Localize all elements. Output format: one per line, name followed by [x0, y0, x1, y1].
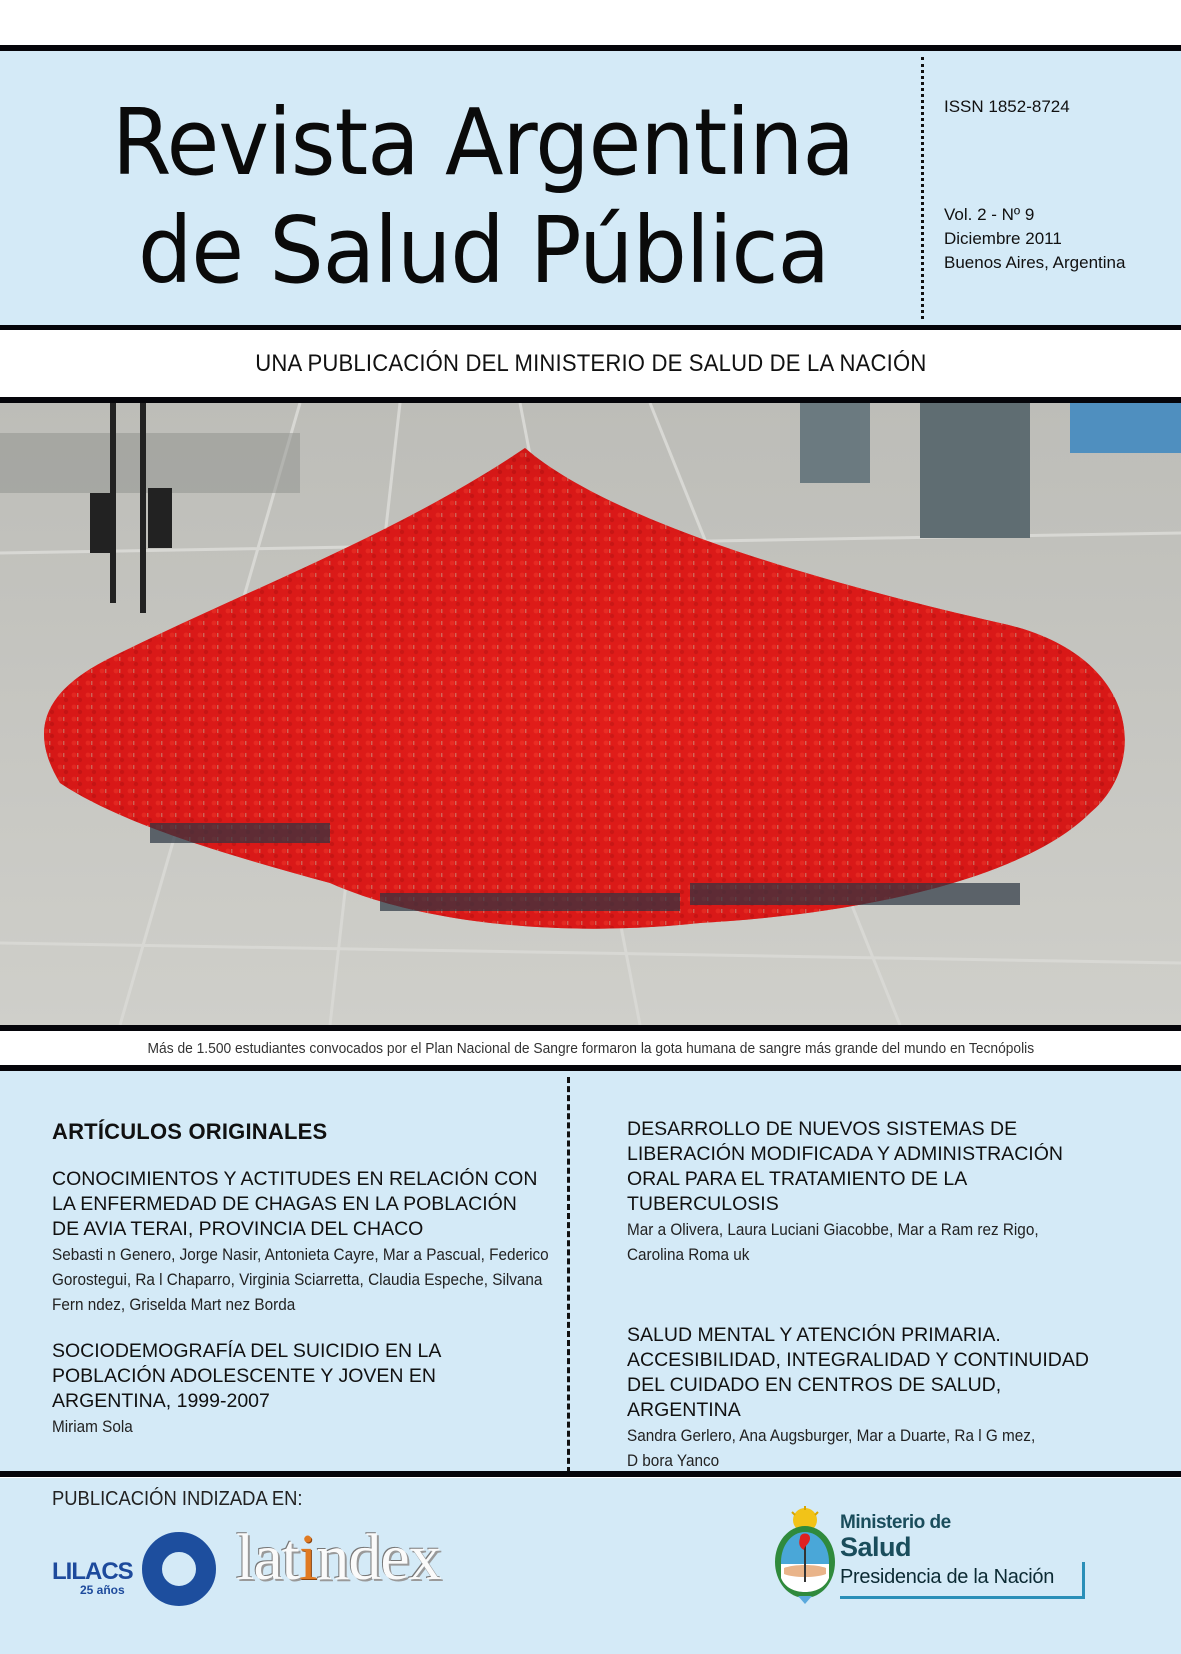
articles-left-column — [52, 1119, 549, 1461]
ministry-line-3: Presidencia de la Nación — [840, 1566, 1055, 1588]
lilacs-logo[interactable] — [52, 1520, 212, 1610]
tower-left — [800, 403, 870, 483]
indexed-label: PUBLICACIÓN INDIZADA EN: — [52, 1488, 303, 1510]
article-title: CONOCIMIENTOS Y ACTITUDES EN RELACIÓN CON LA ENFERMEDAD DE CHAGAS EN LA POBLACIÓN DE AVIA TERAI, PROVINCIA DEL CHACO — [52, 1168, 538, 1240]
article-title: SALUD MENTAL Y ATENCIÓN PRIMARIA. ACCESIBILIDAD, INTEGRALIDAD Y CONTINUIDAD DEL CUIDADO EN CENTROS DE SALUD, ARGENTINA — [627, 1324, 1089, 1421]
journal-title-line-1: Revista Argentina — [112, 89, 854, 196]
ministry-underline — [840, 1596, 1084, 1599]
article-item[interactable] — [627, 1117, 1097, 1267]
cover-photo-illustration — [0, 403, 1181, 1025]
footer-top-rule — [0, 1471, 1181, 1477]
article-item[interactable] — [627, 1323, 1097, 1473]
photo-bottom-rule — [0, 1025, 1181, 1031]
latindex-logo[interactable] — [236, 1520, 441, 1596]
blue-structure — [1070, 403, 1181, 453]
latindex-accent: i — [298, 1521, 317, 1594]
articles-right-column — [627, 1117, 1147, 1529]
volume-number: Vol. 2 - Nº 9 — [944, 205, 1035, 224]
photo-caption-bar — [0, 1032, 1181, 1064]
article-title: DESARROLLO DE NUEVOS SISTEMAS DE LIBERACIÓN MODIFICADA Y ADMINISTRACIÓN ORAL PARA EL TRATAMIENTO DE LA TUBERCULOSIS — [627, 1118, 1063, 1215]
articles-dashed-divider — [567, 1077, 570, 1473]
masthead — [0, 51, 1181, 325]
masthead-bottom-rule — [0, 325, 1181, 330]
lilacs-ring-icon — [142, 1532, 216, 1606]
cover-photo — [0, 403, 1181, 1025]
ministry-side-bar — [1082, 1562, 1085, 1599]
article-item[interactable] — [52, 1167, 549, 1317]
issue-date: Diciembre 2011 — [944, 229, 1062, 248]
photo-caption: Más de 1.500 estudiantes convocados por el Plan Nacional de Sangre formaron la gota humana de sangre más grande del mundo en Tecnópolis — [147, 1039, 1034, 1057]
article-item[interactable] — [52, 1339, 542, 1439]
lilacs-subtitle: 25 años — [80, 1583, 125, 1597]
footer — [0, 1478, 1181, 1654]
latindex-suffix: ndex — [316, 1521, 441, 1594]
issue-info — [944, 203, 1125, 275]
issn: ISSN 1852-8724 — [944, 97, 1070, 116]
argentina-coat-of-arms-icon — [770, 1506, 840, 1606]
article-authors: Sebasti n Genero, Jorge Nasir, Antonieta Cayre, Mar a Pascual, Federico Gorostegui, Ra l Chaparro, Virginia Sciarretta, Claudia Espeche, Silvana Fern ndez, Griselda Mart nez Borda — [52, 1245, 549, 1314]
journal-title-line-2: de Salud Pública — [138, 197, 830, 304]
article-title: SOCIODEMOGRAFÍA DEL SUICIDIO EN LA POBLACIÓN ADOLESCENTE Y JOVEN EN ARGENTINA, 1999-2007 — [52, 1340, 441, 1412]
ministry-logo[interactable] — [770, 1506, 1110, 1616]
article-authors: Miriam Sola — [52, 1417, 133, 1436]
tagline-bar — [0, 332, 1181, 396]
latindex-prefix: lat — [236, 1521, 299, 1594]
article-authors: Sandra Gerlero, Ana Augsburger, Mar a Duarte, Ra l G mez, D bora Yanco — [627, 1426, 1036, 1470]
tower-right — [920, 403, 1030, 538]
articles-section — [0, 1071, 1181, 1471]
fence — [0, 433, 300, 493]
issue-location: Buenos Aires, Argentina — [944, 253, 1126, 272]
section-title: ARTÍCULOS ORIGINALES — [52, 1119, 328, 1144]
ministry-line-1: Ministerio de — [840, 1512, 951, 1533]
ministry-line-2: Salud — [840, 1532, 912, 1562]
masthead-dotted-divider — [921, 57, 924, 319]
tagline: UNA PUBLICACIÓN DEL MINISTERIO DE SALUD DE LA NACIÓN — [254, 350, 927, 377]
lilacs-name: LILACS — [52, 1558, 133, 1585]
article-authors: Mar a Olivera, Laura Luciani Giacobbe, Mar a Ram rez Rigo, Carolina Roma uk — [627, 1220, 1039, 1264]
